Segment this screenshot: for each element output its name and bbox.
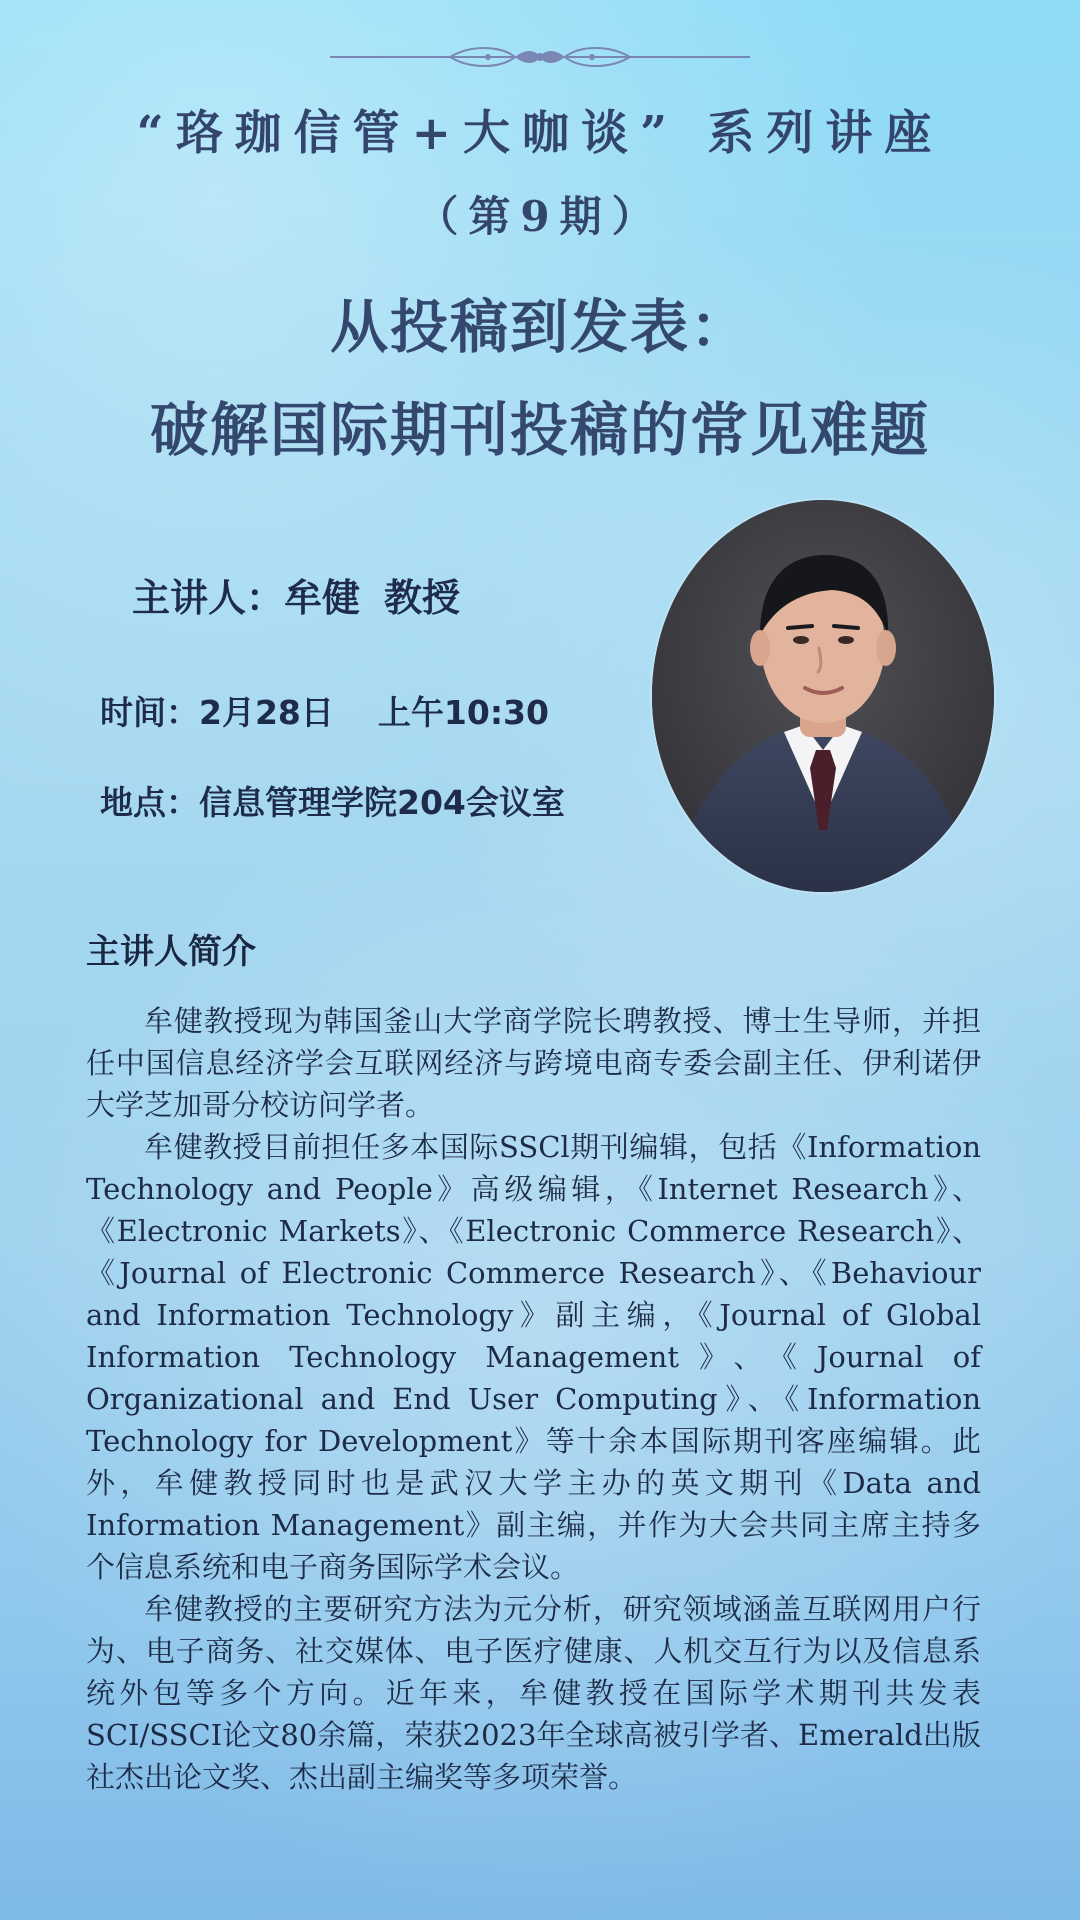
place-label: 地点： bbox=[100, 783, 199, 822]
main-title-line-2: 破解国际期刊投稿的常见难题 bbox=[149, 396, 930, 464]
bio-text bbox=[86, 1000, 981, 1798]
main-title-line-1: 从投稿到发表： bbox=[329, 293, 750, 361]
speaker-photo bbox=[652, 500, 994, 892]
time-date: 2月28日 bbox=[199, 693, 334, 732]
time-clock: 上午10:30 bbox=[377, 693, 549, 732]
bio-paragraph: 牟健教授的主要研究方法为元分析，研究领域涵盖互联网用户行为、电子商务、社交媒体、电子医疗健康、人机交互行为以及信息系统外包等多个方向。近年来，牟健教授在国际学术期刊共发表SCI/SSCI论文80余篇，荣获2023年全球高被引学者、Emerald出版社杰出论文奖、杰出副主编奖等多项荣誉。 bbox=[86, 1592, 981, 1794]
speaker-name: 牟健 bbox=[284, 576, 361, 620]
decorative-flourish-icon bbox=[330, 45, 750, 69]
issue-number: （第9期） bbox=[416, 192, 664, 241]
speaker-portrait bbox=[652, 500, 994, 892]
bio-paragraph: 牟健教授目前担任多本国际SSCl期刊编辑，包括《Information Technology and People》高级编辑，《Internet Research》、《Electronic Markets》、《Electronic Commerce Research》、《Journal of Electronic Commerce Research》、《Behaviour and Information Technology》副主编，《Journal of Global Information Technology Management》、《Journal of Organizational and End User Computing》、《Information Technology for Development》等十余本国际期刊客座编辑。此外，牟健教授同时也是武汉大学主办的英文期刊《Data and Information Management》副主编，并作为大会共同主席主持多个信息系统和电子商务国际学术会议。 bbox=[86, 1130, 981, 1584]
event-location bbox=[100, 777, 565, 824]
speaker-label: 主讲人： bbox=[132, 576, 285, 620]
speaker-title: 教授 bbox=[384, 576, 461, 620]
bio-heading: 主讲人简介 bbox=[86, 932, 256, 972]
event-time bbox=[100, 687, 549, 734]
series-title: “珞珈信管+大咖谈” 系列讲座 bbox=[136, 106, 944, 161]
time-label: 时间： bbox=[100, 693, 199, 732]
place-value: 信息管理学院204会议室 bbox=[199, 783, 565, 822]
speaker-info bbox=[132, 567, 460, 622]
bio-paragraph: 牟健教授现为韩国釜山大学商学院长聘教授、博士生导师，并担任中国信息经济学会互联网经济与跨境电商专委会副主任、伊利诺伊大学芝加哥分校访问学者。 bbox=[86, 1004, 981, 1122]
